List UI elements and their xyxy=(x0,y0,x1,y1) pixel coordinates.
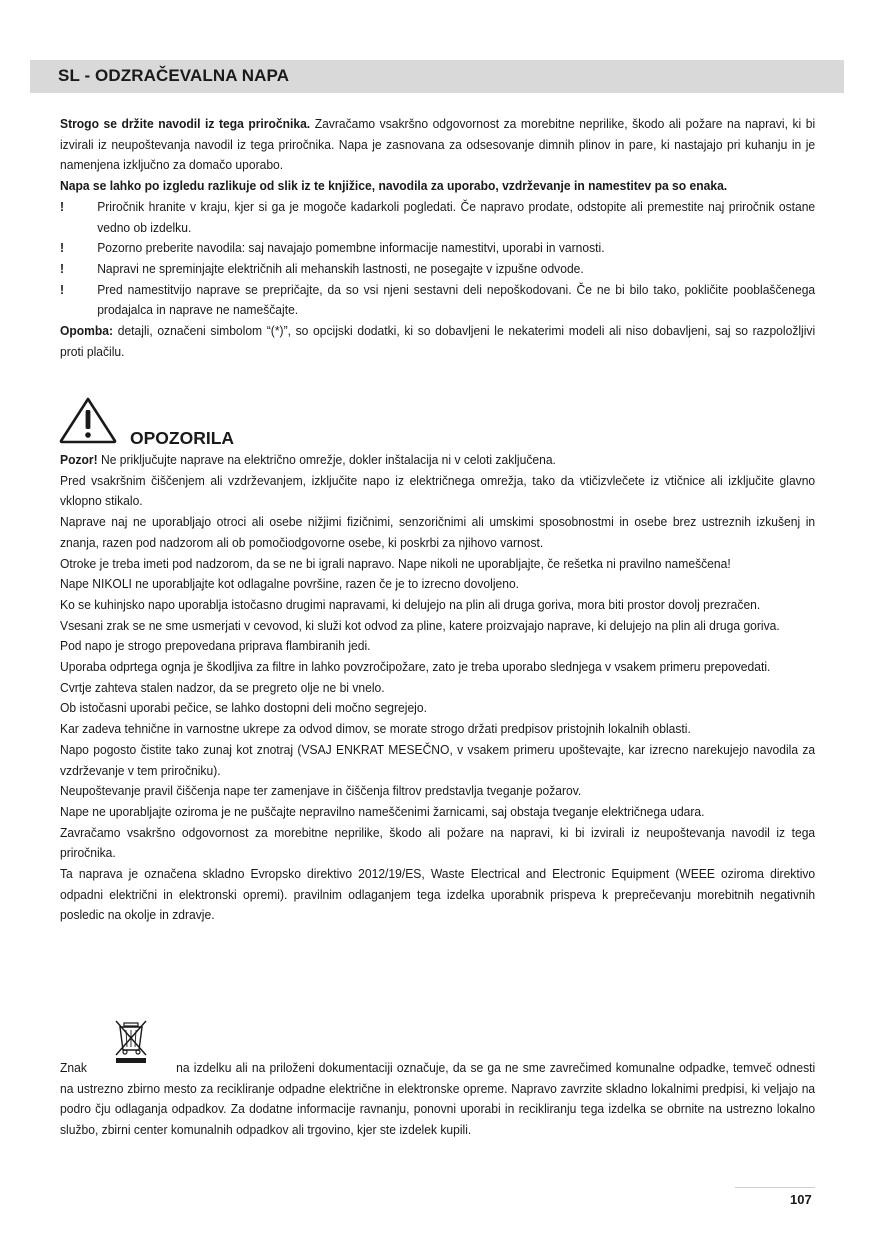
intro-notice: Napa se lahko po izgledu razlikuje od slik iz te knjižice, navodila za uporabo, vzdrževanje in namestitev pa so enaka. xyxy=(60,178,728,194)
intro-bold: Strogo se držite navodil iz tega priročnika. xyxy=(60,116,311,131)
warning-paragraph: Pod napo je strogo prepovedana priprava flambiranih jedi. xyxy=(60,638,371,654)
warning-paragraph: Nape ne uporabljajte oziroma je ne puščajte nepravilno nameščenimi žarnicami, saj obstaja tveganje električnega udara. xyxy=(60,803,705,819)
warning-paragraph: Otroke je treba imeti pod nadzorom, da se ne bi igrali napravo. Nape nikoli ne uporabljajte, če rešetka ni pravilno nameščena! xyxy=(60,555,731,571)
warning-paragraph: Ob istočasni uporabi pečice, se lahko dostopni deli močno segrejejo. xyxy=(60,700,427,716)
exclamation-icon: ! xyxy=(60,240,65,256)
weee-paragraph xyxy=(60,1058,815,1141)
warning-paragraph: Kar zadeva tehnične in varnostne ukrepe za odvod dimov, se morate strogo držati predpisov pristojnih lokalnih oblasti. xyxy=(60,721,691,737)
list-item xyxy=(60,197,815,238)
warning-bold: Pozor! xyxy=(60,452,98,467)
warning-paragraph: Naprave naj ne uporabljajo otroci ali osebe nižjimi fizičnimi, senzoričnimi ali umskimi sposobnostmi in osebe brez ustreznih izkušenj in znanja, razen pod nadzorom ali ob pomočiodgovorne osebe, ki poskrbi za njihovo varnost. xyxy=(60,514,816,550)
warning-paragraph: Zavračamo vsakršno odgovornost za morebitne neprilike, škodo ali požare na napravi, ki bi izvirali iz neupoštevanja navodil iz tega priročnika. xyxy=(60,824,816,861)
list-item xyxy=(60,280,815,321)
warning-paragraph: Ta naprava je označena skladno Evropsko direktivo 2012/19/ES, Waste Electrical and Electronic Equipment (WEEE oziroma direktivo odpadni električni in elektronski opremi). pravilnim odlaganjem tega izdelka uporabnik prispeva k preprečevanju morebitnih negativnih posledic na okolje in zdravje. xyxy=(60,866,816,923)
intro-text: Zavračamo vsakršno odgovornost za morebitne neprilike, škodo ali požare na napravi, ki bi izvirali iz neupoštevanja navodil iz tega priročnika. Napa je zasnovana za odsesovanje dimnih plinov in pare, ki nastajajo pri kuhanju in je namenjena izključno za domačo uporabo. xyxy=(60,116,816,173)
list-item-text: Priročnik hranite v kraju, kjer si ga je mogoče kadarkoli pogledati. Če napravo prodate, odstopite ali premestite naj priročnik ostane vedno ob izdelku. xyxy=(97,198,816,235)
warning-paragraph: Pred vsakršnim čiščenjem ali vzdrževanjem, izključite napo iz električnega omrežja, tako da vtičizvlečete iz vtičnice ali izključite glavno vklopno stikalo. xyxy=(60,472,816,509)
warning-paragraph: Ko se kuhinjsko napo uporablja istočasno drugimi napravami, ki delujejo na plin ali druga goriva, mora biti prostor dovolj prezračen. xyxy=(60,596,761,612)
note-text: detajli, označeni simbolom “(*)”, so opcijski dodatki, ki so dobavljeni le nekaterimi modeli ali niso dobavljeni, saj so razpoložljivi proti plačilu. xyxy=(60,323,816,359)
list-item-text: Pozorno preberite navodila: saj navajajo pomembne informacije namestitvi, uporabi in varnosti. xyxy=(97,240,605,256)
page-number: 107 xyxy=(790,1192,812,1207)
note-paragraph xyxy=(60,321,815,362)
warnings-title: OPOZORILA xyxy=(130,428,235,448)
footer-divider xyxy=(735,1187,815,1188)
note-label: Opomba: xyxy=(60,323,114,339)
warning-paragraph: Uporaba odprtega ognja je škodljiva za filtre in lahko povzročipožare, zato je treba uporabo slednjega v vsakem primeru prepovedati. xyxy=(60,659,771,675)
list-item xyxy=(60,238,815,259)
warning-text: Ne priključujte naprave na električno omrežje, dokler inštalacija ni v celoti zaključena. xyxy=(97,452,556,467)
weee-znak: Znak xyxy=(60,1060,87,1075)
exclamation-icon: ! xyxy=(60,281,65,297)
weee-text: na izdelku ali na priloženi dokumentaciji označuje, da se ga ne sme zavrečimed komunalne odpadke, temveč odnesti na ustrezno zbirno mesto za recikliranje odpadne električne in elektronske opreme. Napravo zavrzite skladno lokalnimi predpisi, ki veljajo na podro čju odlaganja odpadkov. Za dodatne informacije ravnanju, ponovni uporabi in recikliranju tega izdelka se obrnite na ustrezno lokalno službo, zbirni center komunalnih odpadkov ali trgovino, kjer ste izdelek kupili. xyxy=(60,1060,816,1138)
warning-paragraph: Vsesani zrak se ne sme usmerjati v cevovod, ki služi kot odvod za pline, katere proizvajajo naprave, ki delujejo na plin ali druga goriva. xyxy=(60,617,780,633)
warning-paragraph: Cvrtje zahteva stalen nadzor, da se pregreto olje ne bi vnelo. xyxy=(60,679,385,695)
warning-paragraph: Nape NIKOLI ne uporabljajte kot odlagalne površine, razen če je to izrecno dovoljeno. xyxy=(60,576,520,592)
warning-triangle-icon xyxy=(58,396,118,444)
list-item-text: Napravi ne spreminjajte električnih ali mehanskih lastnosti, ne posegajte v izpušne odvode. xyxy=(97,260,584,276)
list-item xyxy=(60,259,815,280)
warning-paragraph: Neupoštevanje pravil čiščenja nape ter zamenjave in čiščenja filtrov predstavlja tveganje požarov. xyxy=(60,783,582,799)
exclamation-icon: ! xyxy=(60,260,65,276)
warning-paragraph xyxy=(60,450,815,471)
list-item-text: Pred namestitvijo naprave se prepričajte, da so vsi njeni sestavni deli nepoškodovani. Če ne bi bilo tako, pokličite pooblaščenega prodajalca in naprave ne nameščajte. xyxy=(97,281,816,318)
exclamation-icon: ! xyxy=(60,198,65,214)
intro-section xyxy=(60,114,815,362)
warning-paragraph: Napo pogosto čistite tako zunaj kot znotraj (VSAJ ENKRAT MESEČNO, v vsakem primeru upoštevajte, kar izrecno narekujejo navodila za vzdrževanje v tem priročniku). xyxy=(60,741,816,778)
section-header xyxy=(30,60,844,93)
page-title: SL - ODZRAČEVALNA NAPA xyxy=(58,66,290,85)
warnings-section xyxy=(60,450,815,926)
intro-paragraph xyxy=(60,114,815,176)
